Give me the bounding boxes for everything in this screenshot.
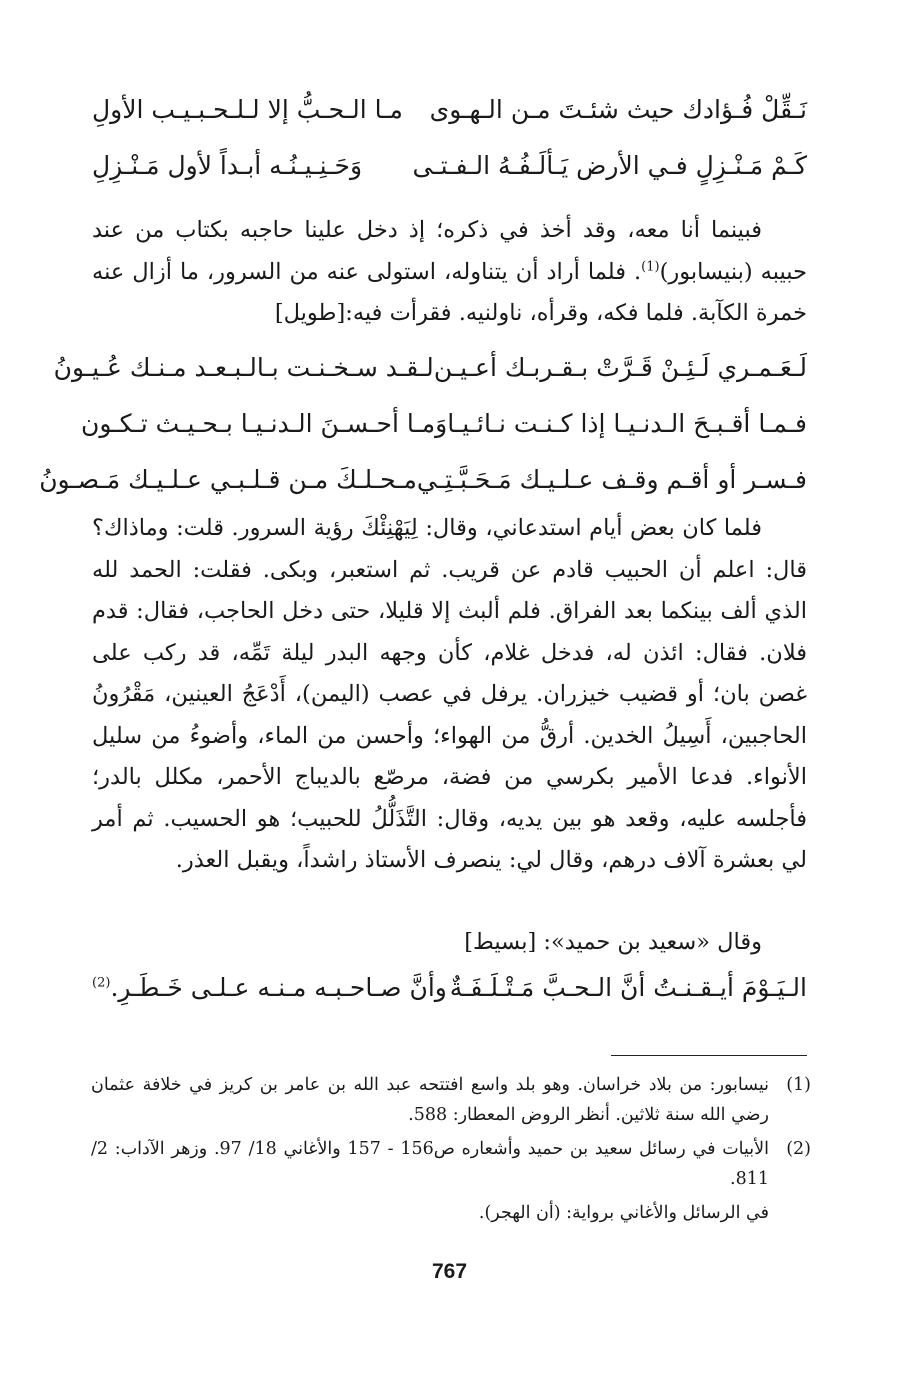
footnote-extra: في الرسائل والأغاني برواية: (أن الهجر). xyxy=(478,1203,769,1223)
verse-line xyxy=(81,396,807,452)
verse-last xyxy=(92,960,807,1016)
verse-first-hemistich: لَـعَـمـري لَـئِـنْ قَـرَّتْ بـقـربـك أعـيـن xyxy=(433,353,807,382)
footnote-ref: (2) xyxy=(92,975,111,991)
verses-top xyxy=(92,82,807,194)
paragraph-text xyxy=(92,210,807,335)
verse-first-hemistich: الـيَـوْمَ أيـقـنـتُ أنَّ الـحـبَّ مَـتْـلَـفَـةٌ xyxy=(449,973,807,1002)
verses-mid xyxy=(39,340,807,508)
verse-text: وأنَّ صـاحـبـه مـنـه عـلـى خَـطَـرِ. xyxy=(110,973,447,1002)
verse-line xyxy=(92,960,807,1016)
footnote-ref: (1) xyxy=(641,259,660,274)
paragraph-2 xyxy=(92,508,807,882)
verse-line xyxy=(92,138,807,194)
verse-second-hemistich xyxy=(92,960,447,1016)
paragraph-text: وقال «سعيد بن حميد»: [بسيط] xyxy=(464,929,762,955)
paragraph-text-part: فبينما أنا معه، وقد أخذ في ذكره؛ إذ دخل علينا حاجبه بكتاب من عند حبيبه (بنيسابور) xyxy=(92,217,807,285)
verse-first-hemistich: نَـقِّلْ فُـؤادك حيث شئـتَ مـن الـهـوى xyxy=(429,95,807,124)
footnote-text: الأبيات في رسائل سعيد بن حميد وأشعاره ص156 - 157 والأغاني 18/ 97. وزهر الآداب: 2/ 811. xyxy=(91,1139,770,1189)
footnote xyxy=(91,1070,811,1130)
footnote-number: (1) xyxy=(786,1075,811,1095)
verse-first-hemistich: فـمـا أقـبـحَ الـدنـيـا إذا كـنـت نـائـيـا xyxy=(447,409,807,438)
paragraph-1 xyxy=(92,210,807,335)
verse-line xyxy=(92,82,807,138)
paragraph-text-part: . فلما أراد أن يتناوله، استولى عنه من السرور، ما أزال عنه خمرة الكآبة. فلما فكه، وقرأه، ناولنيه. فقرأت فيه:[طويل] xyxy=(92,258,807,326)
verse-line xyxy=(53,340,807,396)
footnote-separator xyxy=(611,1055,807,1056)
verse-second-hemistich: لـقـد سـخـنـت بـالـبـعـد مـنـك عُـيـونُ xyxy=(53,353,434,382)
verse-second-hemistich: مـحـلـكَ مـن قـلـبـي عـلـيـك مَـصـونُ xyxy=(39,465,417,494)
footnote-number: (2) xyxy=(786,1139,811,1159)
footnotes xyxy=(91,1070,811,1228)
paragraph-3 xyxy=(92,922,807,964)
verse-first-hemistich: فـسـر أو أقـم وقـف عـلـيـك مَـحَـبَّـتِـي xyxy=(416,465,807,494)
paragraph-text: فلما كان بعض أيام استدعاني، وقال: لِيَهْنِئْكَ رؤية السرور. قلت: وماذاك؟ قال: اعلم أن الحبيب قادم عن قريب. ثم استعبر، وبكى. فقلت: الحمد لله الذي ألف بينكما بعد الفراق. فلم ألبث إلا قليلا، حتى دخل الحاجب، فقال: قدم فلان. فقال: ائذن له، فدخل غلام، كأن وجهه البدر ليلة تَمِّه، قد ركب على غصن بان؛ أو قضيب خيزران. يرفل في عصب (اليمن)، أَدْعَجُ العينين، مَقْرُونُ الحاجبين، أَسِيلُ الخدين. أرقُّ من الهواء؛ وأحسن من الماء، وأضوءُ من سليل الأنواء. فدعا الأمير بكرسي من فضة، مرصّع بالديباج الأحمر، مكلل بالدر؛ فأجلسه عليه، وقعد هو بين يديه، وقال: التَّذَلُّلُ للحبيب؛ هو الحسيب. ثم أمر لي بعشرة آلاف درهم، وقال لي: ينصرف الأستاذ راشداً، ويقبل العذر. xyxy=(92,515,807,873)
page-number: 767 xyxy=(431,1260,468,1283)
verse-second-hemistich: وَمـا أحـسـنَ الـدنـيـا بـحـيـث تـكـون xyxy=(81,409,448,438)
verse-line xyxy=(39,452,807,508)
verse-second-hemistich: وَحَـنِـيـنُـه أبـداً لأول مَـنْـزِلِ xyxy=(92,151,363,180)
footnote xyxy=(91,1134,811,1194)
verse-first-hemistich: كَـمْ مَـنْـزِلٍ فـي الأرض يَـألَـفُـهُ الـفـتـى xyxy=(412,151,807,180)
footnote-text: نيسابور: من بلاد خراسان. وهو بلد واسع افتتحه عبد الله بن عامر بن كريز في خلافة عثمان رضي الله سنة ثلاثين. أنظر الروض المعطار: 588. xyxy=(91,1075,769,1125)
verse-second-hemistich: مـا الـحـبُّ إلا لـلـحـبـيـب الأولِ xyxy=(92,95,403,124)
